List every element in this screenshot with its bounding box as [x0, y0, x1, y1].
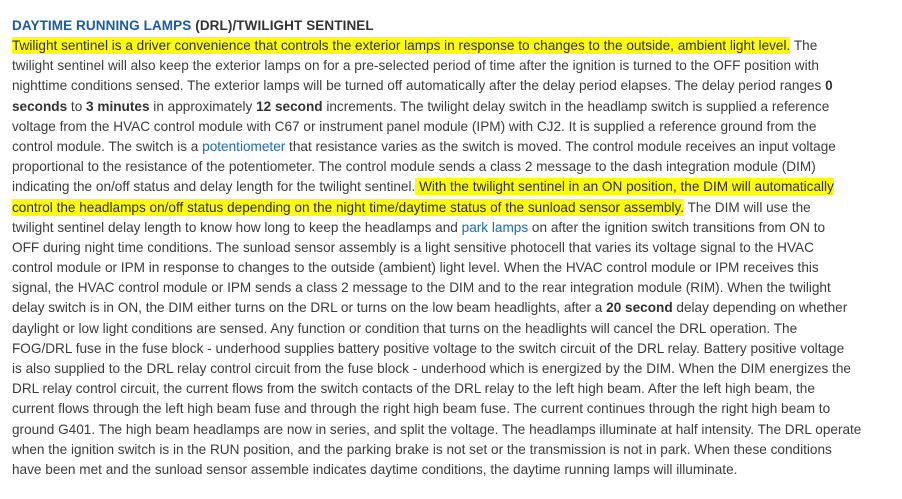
- text-fragment: twilight sentinel delay length to know how long to keep the headlamps and: [12, 219, 462, 235]
- text-line: [12, 76, 902, 96]
- highlighted-text: With the twilight sentinel in an ON position, the DIM will automatically: [415, 179, 834, 195]
- text-fragment: to: [67, 98, 87, 114]
- text-line: control module or IPM in response to changes to the outside (ambient) light level. When the HVAC control module or IPM receives this: [12, 260, 819, 276]
- text-line: signal, the HVAC control module or IPM sends a class 2 message to the DIM and to the rear integration module (RIM). When the twilight: [12, 280, 831, 296]
- text-fragment: on after the ignition switch transitions from ON to: [528, 219, 826, 235]
- bold-value: 20 second: [606, 300, 673, 316]
- bold-value: 3 minutes: [86, 98, 150, 114]
- text-line: [12, 36, 902, 56]
- potentiometer-link[interactable]: potentiometer: [202, 138, 286, 154]
- text-fragment: that resistance varies as the switch is moved. The control module receives an input voltage: [285, 138, 836, 154]
- text-line: twilight sentinel will also keep the exterior lamps on for a pre-selected period of time after the ignition is turned to the OFF position with: [12, 58, 819, 74]
- bold-value: 0: [825, 78, 833, 94]
- text-line: [12, 198, 902, 218]
- highlighted-text: control the headlamps on/off status depending on the night time/daytime status of the sunload sensor assembly.: [12, 199, 685, 215]
- text-fragment: increments. The twilight delay switch in the headlamp switch is supplied a reference: [322, 98, 830, 114]
- section-heading: [12, 18, 374, 33]
- heading-text: (DRL)/TWILIGHT SENTINEL: [191, 18, 374, 33]
- text-line: DRL relay control circuit, the current flows from the switch contacts of the DRL relay to the left high beam. After the left high beam, the: [12, 381, 815, 397]
- description-paragraph: [12, 36, 902, 480]
- text-fragment: The DIM will use the: [684, 199, 811, 215]
- text-fragment: delay switch is in ON, the DIM either turns on the DRL or turns on the low beam headlights, after a: [12, 300, 607, 316]
- bold-value: 12 second: [256, 98, 323, 114]
- text-fragment: delay depending on whether: [672, 300, 848, 316]
- text-line: [12, 218, 902, 238]
- text-line: voltage from the HVAC control module with C67 or instrument panel module (IPM) with CJ2. It is supplied a reference ground from the: [12, 118, 817, 134]
- text-fragment: in approximately: [149, 98, 257, 114]
- text-line: [12, 177, 902, 197]
- text-line: is also supplied to the DRL relay control circuit from the fuse block - underhood which is energized by the DIM. When the DIM energizes the: [12, 361, 851, 376]
- text-line: OFF during night time conditions. The sunload sensor assembly is a light sensitive photocell that varies its voltage signal to the HVAC: [12, 239, 814, 255]
- text-line: ground G401. The high beam headlamps are now in series, and split the voltage. The headlamps illuminate at half intensity. The DRL operate: [12, 421, 862, 437]
- text-line: [12, 137, 902, 157]
- text-fragment: indicating the on/off status and delay length for the twilight sentinel.: [12, 179, 416, 195]
- text-line: current flows through the left high beam fuse and through the right high beam fuse. The current continues through the right high beam to: [12, 401, 831, 417]
- text-fragment: control module. The switch is a: [12, 138, 203, 154]
- text-line: [12, 298, 902, 318]
- park-lamps-link[interactable]: park lamps: [461, 219, 529, 235]
- text-line: when the ignition switch is in the RUN position, and the parking brake is not set or the transmission is not in park. When these conditions: [12, 441, 832, 457]
- highlighted-text: Twilight sentinel is a driver convenience that controls the exterior lamps in response to changes to the outside, ambient light level.: [12, 38, 791, 53]
- text-fragment: nighttime conditions sensed. The exterior lamps will be turned off automatically after the delay period elapses. The delay period ranges: [12, 78, 826, 94]
- heading-link[interactable]: DAYTIME RUNNING LAMPS: [12, 18, 192, 33]
- text-fragment: The: [790, 38, 818, 53]
- text-line: [12, 97, 902, 117]
- text-line: proportional to the resistance of the potentiometer. The control module sends a class 2 message to the dash integration module (DIM): [12, 159, 816, 175]
- text-line: have been met and the sunload sensor assemble indicates daytime conditions, the daytime running lamps will illuminate.: [12, 461, 738, 477]
- text-line: daylight or low light conditions are sensed. Any function or condition that turns on the headlights will cancel the DRL operation. The: [12, 320, 798, 336]
- bold-value: seconds: [12, 98, 68, 114]
- text-line: FOG/DRL fuse in the fuse block - underhood supplies battery positive voltage to the switch circuit of the DRL relay. Battery positive voltage: [12, 340, 845, 356]
